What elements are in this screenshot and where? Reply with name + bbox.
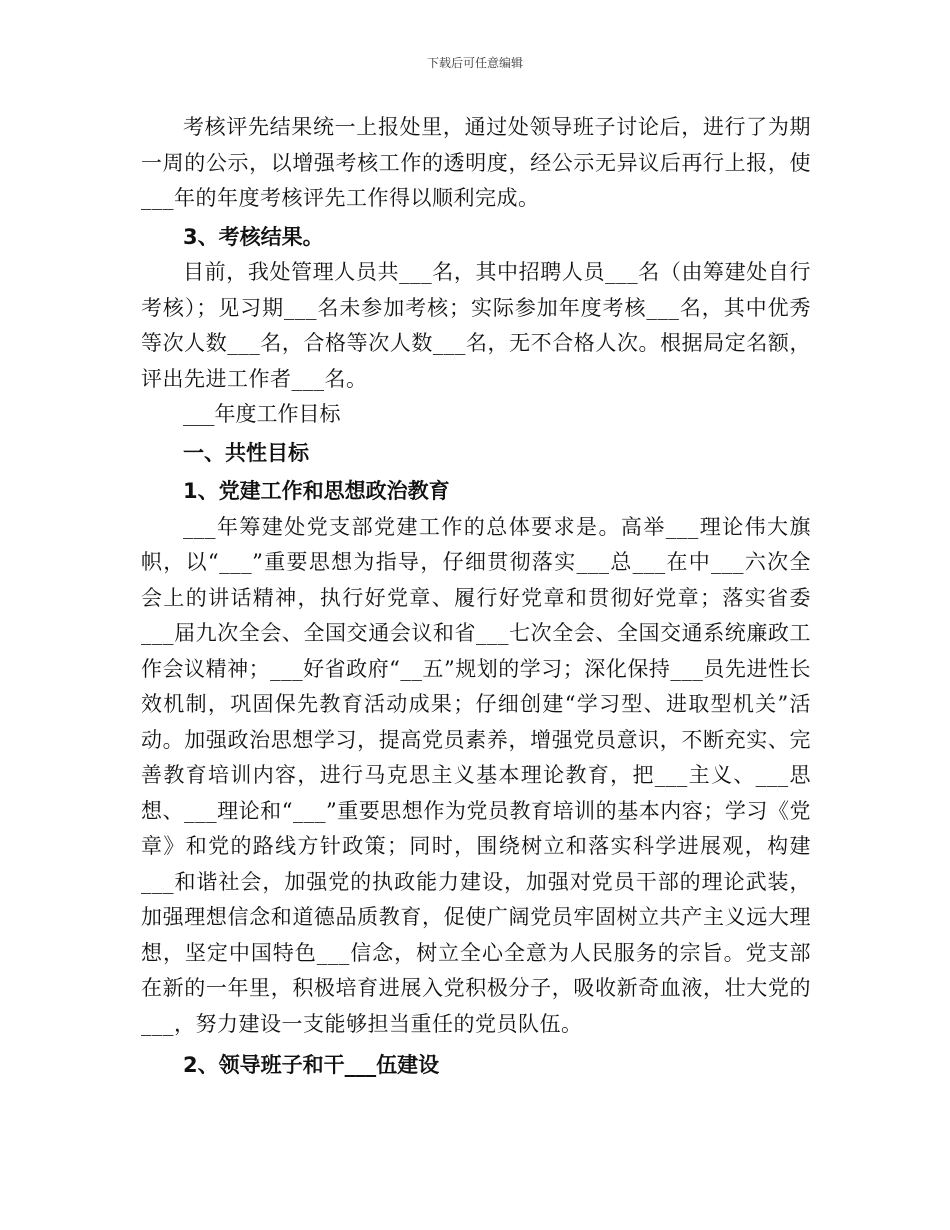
paragraph-annual-goals-title: ___年度工作目标 bbox=[183, 402, 341, 426]
document-body bbox=[141, 110, 811, 1084]
heading-party-building: 1、党建工作和思想政治教育 bbox=[183, 479, 450, 503]
paragraph-party-building: ___年筹建处党支部党建工作的总体要求是。高举___理论伟大旗帜，以“___”重要思想为指导，仔细贯彻落实___总___在中___六次全会上的讲话精神，执行好党章、履行好党章和贯彻好党章；落实省委___届九次全会、全国交通会议和省___七次全会、全国交通系统廉政工作会议精神；___好省政府“__五”规划的学习；深化保持___员先进性长效机制，巩固保先教育活动成果；仔细创建“学习型、进取型机关”活动。加强政治思想学习，提高党员素养，增强党员意识，不断充实、完善教育培训内容，进行马克思主义基本理论教育，把___主义、___思想、___理论和“___”重要思想作为党员教育培训的基本内容；学习《党章》和党的路线方针政策；同时，围绕树立和落实科学进展观，构建___和谐社会，加强党的执政能力建设，加强对党员干部的理论武装，加强理想信念和道德品质教育，促使广阔党员牢固树立共产主义远大理想，坚定中国特色___信念，树立全心全意为人民服务的宗旨。党支部在新的一年里，积极培育进展入党积极分子，吸收新奇血液，壮大党的___，努力建设一支能够担当重任的党员队伍。 bbox=[141, 514, 811, 1036]
heading-leadership-team: 2、领导班子和干___伍建设 bbox=[183, 1053, 440, 1077]
page-header: 下载后可任意编辑 bbox=[426, 56, 523, 70]
heading-assessment-results: 3、考核结果。 bbox=[183, 224, 324, 249]
heading-common-goals: 一、共性目标 bbox=[183, 440, 309, 465]
paragraph-review-publicity: 考核评先结果统一上报处里，通过处领导班子讨论后，进行了为期一周的公示，以增强考核工作的透明度，经公示无异议后再行上报，使___年的年度考核评先工作得以顺利完成。 bbox=[141, 115, 811, 210]
paragraph-assessment-results: 目前，我处管理人员共___名，其中招聘人员___名（由筹建处自行考核）；见习期___名未参加考核；实际参加年度考核___名，其中优秀等次人数___名，合格等次人数___名，无不合格人次。根据局定名额，评出先进工作者___名。 bbox=[141, 260, 811, 391]
